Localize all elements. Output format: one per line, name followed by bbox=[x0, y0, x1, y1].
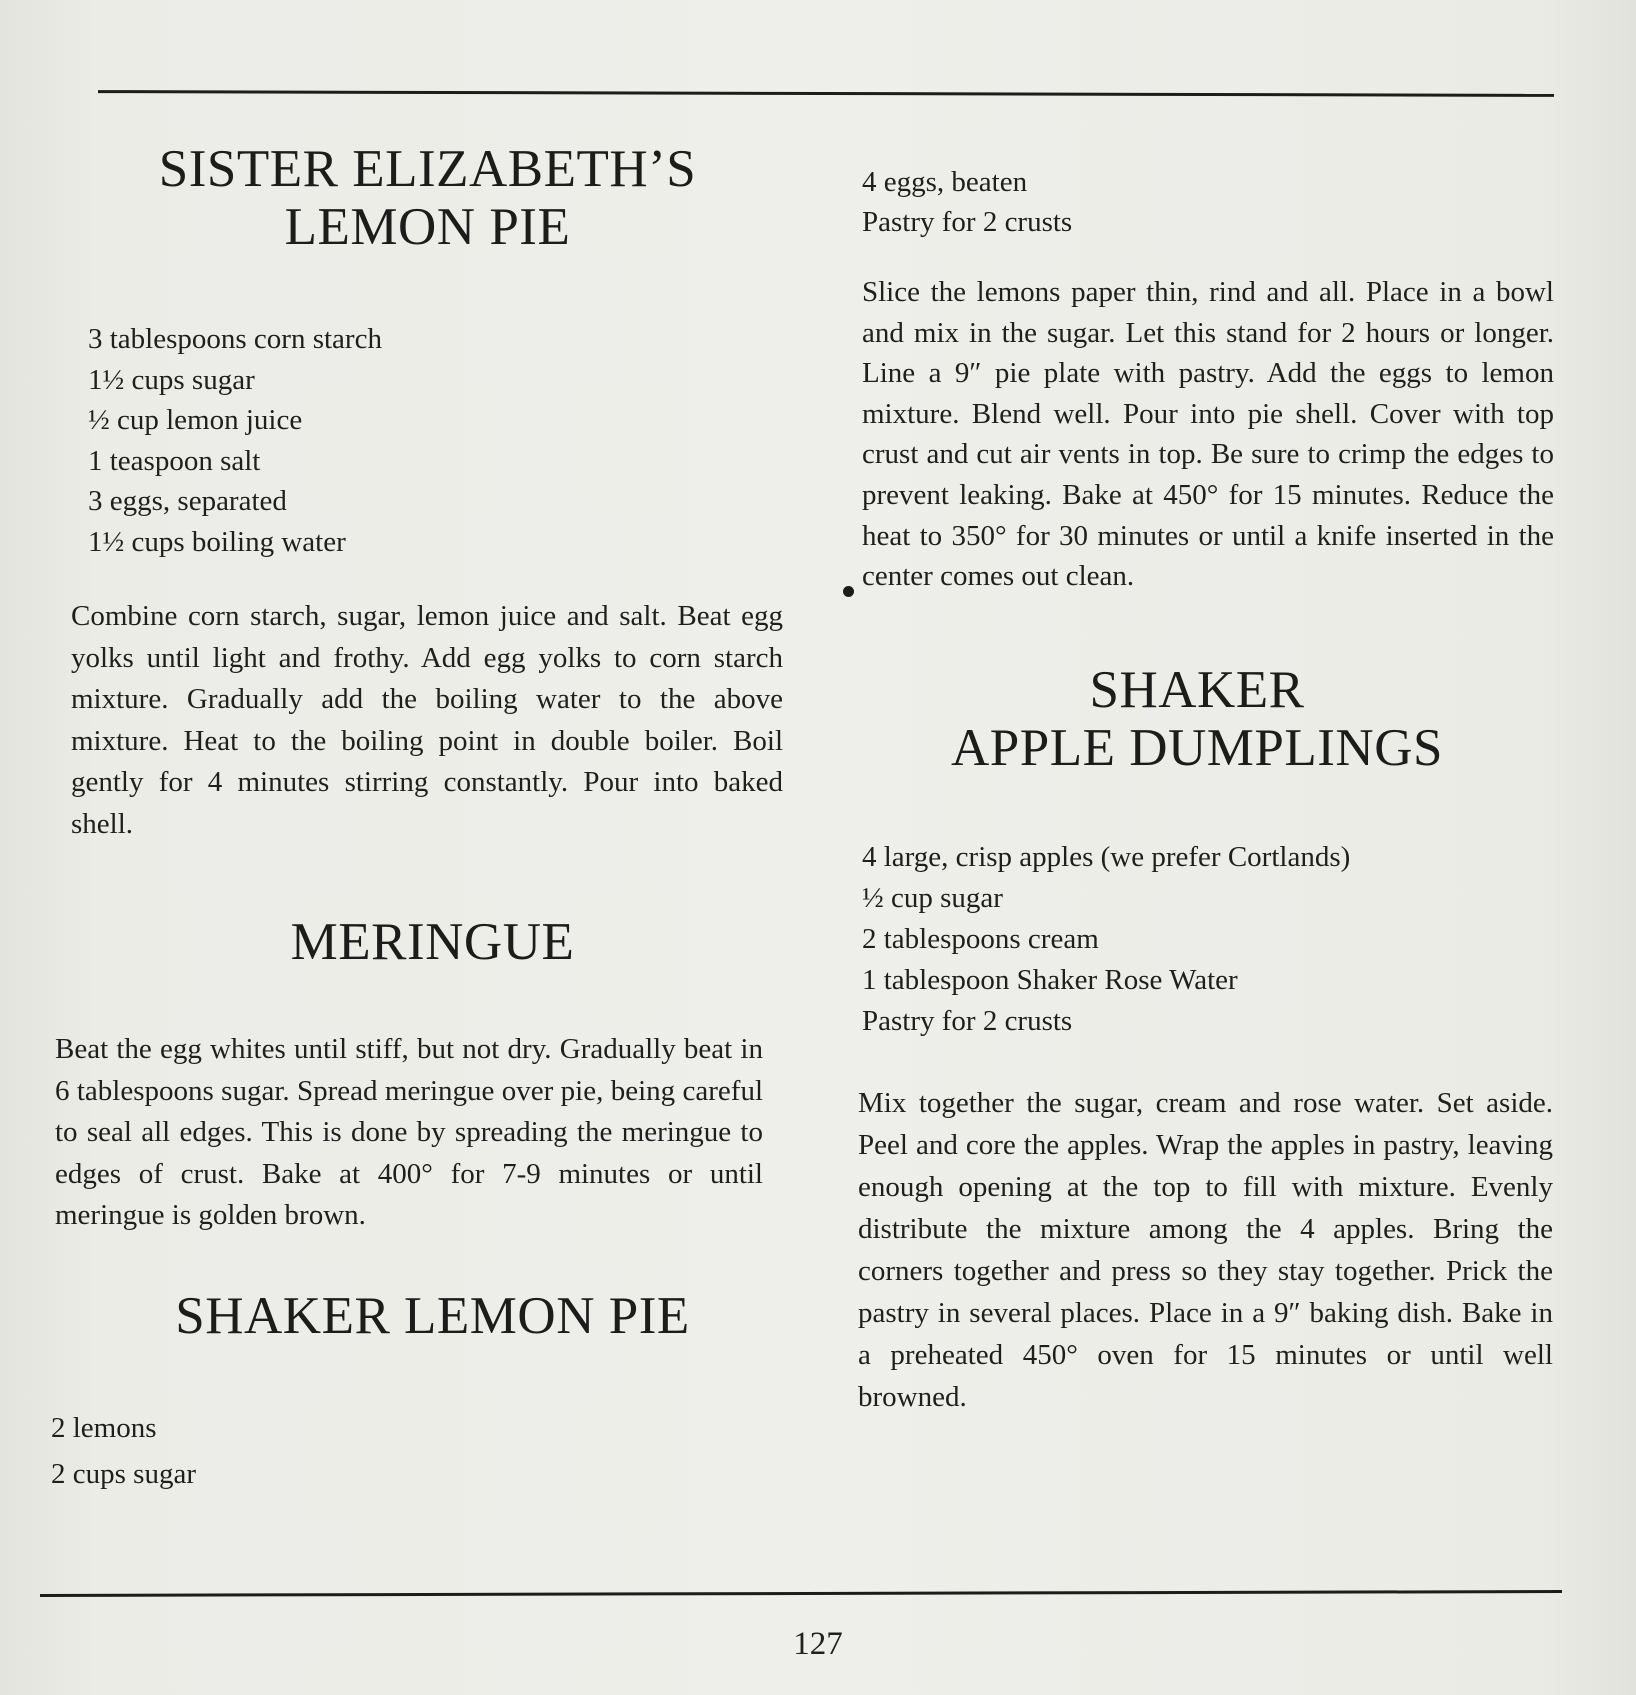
ingredient-item: 3 tablespoons corn starch bbox=[88, 323, 382, 355]
ingredient-list bbox=[862, 162, 1562, 242]
recipe-title-sister-elizabeths-lemon-pie bbox=[85, 140, 770, 256]
ingredient-list bbox=[862, 837, 1562, 1042]
recipe-instructions: Slice the lemons paper thin, rind and all. Place in a bowl and mix in the sugar. Let this stand for 2 hours or longer. Line a 9″ pie plate with pastry. Add the eggs to lemon mixture. Blend well. Pour into pie shell. Cover with top crust and cut air vents in top. Be sure to crimp the edges to prevent leaking. Bake at 450° for 15 minutes. Reduce the heat to 350° for 30 minutes or until a knife inserted in the center comes out clean. bbox=[862, 276, 1554, 593]
ingredient-list bbox=[51, 1405, 770, 1497]
ingredient-item: ½ cup sugar bbox=[862, 881, 1003, 914]
page-number: 127 bbox=[793, 1626, 843, 1662]
ingredient-item: 1 teaspoon salt bbox=[88, 444, 261, 477]
ingredient-item: 1 tablespoon Shaker Rose Water bbox=[862, 963, 1238, 996]
ingredient-item: 4 large, crisp apples (we prefer Cortlands) bbox=[862, 840, 1351, 873]
ingredient-item: Pastry for 2 crusts bbox=[862, 206, 1073, 238]
ingredient-item: 1½ cups boiling water bbox=[88, 525, 346, 558]
title-line: SISTER ELIZABETH’S bbox=[158, 140, 697, 198]
left-column bbox=[51, 140, 783, 1497]
recipe-title-shaker-lemon-pie: SHAKER LEMON PIE bbox=[175, 1286, 690, 1345]
recipe-title-shaker-apple-dumplings bbox=[832, 661, 1562, 777]
ingredient-item: 4 eggs, beaten bbox=[862, 166, 1028, 198]
bullet-mark bbox=[843, 586, 854, 597]
recipe-instructions: Beat the egg whites until stiff, but not dry. Gradually beat in 6 tablespoons sugar. Spread meringue over pie, being careful to seal all edges. This is done by spreading the meringue to edges of crust. Bake at 400° for 7-9 minutes or until meringue is golden brown. bbox=[55, 1033, 763, 1231]
right-column bbox=[858, 140, 1562, 1418]
bottom-rule bbox=[40, 1590, 1562, 1597]
title-line: SHAKER bbox=[1089, 660, 1305, 719]
ingredient-item: 3 eggs, separated bbox=[88, 485, 287, 517]
ingredient-item: 2 tablespoons cream bbox=[862, 922, 1099, 955]
ingredient-item: ½ cup lemon juice bbox=[88, 404, 303, 436]
ingredient-list bbox=[88, 319, 770, 562]
ingredient-item: 1½ cups sugar bbox=[88, 363, 255, 396]
recipe-instructions: Mix together the sugar, cream and rose water. Set aside. Peel and core the apples. Wrap the apples in pastry, leaving enough opening at the top to fill with mixture. Evenly distribute the mixture among the 4 apples. Bring the corners together and press so they stay together. Prick the pastry in several places. Place in a 9″ baking dish. Bake in a preheated 450° oven for 15 minutes or until well browned. bbox=[858, 1086, 1553, 1413]
ingredient-item: 2 cups sugar bbox=[51, 1457, 196, 1490]
ingredient-item: Pastry for 2 crusts bbox=[862, 1004, 1073, 1037]
recipe-title-meringue: MERINGUE bbox=[290, 913, 575, 971]
ingredient-item: 2 lemons bbox=[51, 1411, 157, 1444]
title-line: LEMON PIE bbox=[284, 198, 571, 256]
title-line: APPLE DUMPLINGS bbox=[951, 718, 1443, 777]
top-rule bbox=[98, 90, 1554, 97]
recipe-instructions: Combine corn starch, sugar, lemon juice and salt. Beat egg yolks until light and frothy. Add egg yolks to corn starch mixture. Gradually add the boiling water to the above mixture. Heat to the boiling point in double boiler. Boil gently for 4 minutes stirring constantly. Pour into baked shell. bbox=[71, 600, 783, 840]
